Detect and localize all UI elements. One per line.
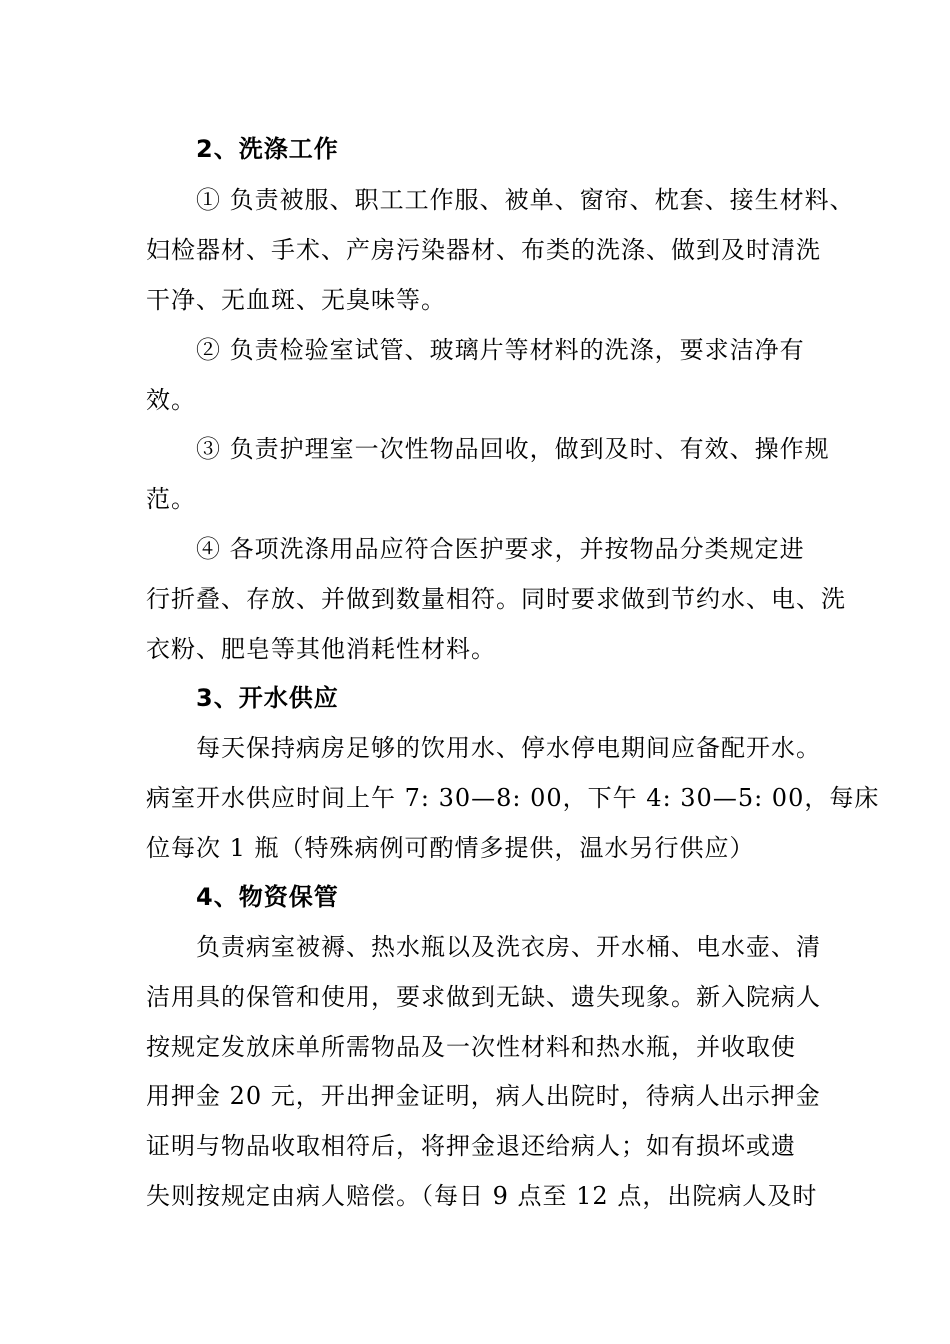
paragraph-line: 范。	[146, 485, 196, 513]
paragraph-line: ① 负责被服、职工工作服、被单、窗帘、枕套、接生材料、	[196, 186, 855, 214]
paragraph-line: 行折叠、存放、并做到数量相符。同时要求做到节约水、电、洗	[146, 585, 846, 613]
paragraph-line: 用押金 20 元，开出押金证明，病人出院时，待病人出示押金	[146, 1082, 821, 1110]
paragraph-line: ② 负责检验室试管、玻璃片等材料的洗涤，要求洁净有	[196, 336, 805, 364]
paragraph-line: 效。	[146, 386, 196, 414]
paragraph-line: ③ 负责护理室一次性物品回收，做到及时、有效、操作规	[196, 435, 830, 463]
paragraph-line: 病室开水供应时间上午 7: 30—8: 00，下午 4: 30—5: 00，每床	[146, 784, 880, 812]
paragraph-line: 每天保持病房足够的饮用水、停水停电期间应备配开水。	[196, 734, 821, 762]
paragraph-line: 负责病室被褥、热水瓶以及洗衣房、开水桶、电水壶、清	[196, 933, 821, 961]
paragraph-line: 洁用具的保管和使用，要求做到无缺、遗失现象。新入院病人	[146, 983, 821, 1011]
paragraph-line: 失则按规定由病人赔偿。（每日 9 点至 12 点，出院病人及时	[146, 1182, 818, 1210]
paragraph-line: 妇检器材、手术、产房污染器材、布类的洗涤、做到及时清洗	[146, 236, 821, 264]
section-heading-washing: 2、洗涤工作	[196, 135, 339, 163]
section-heading-storage: 4、物资保管	[196, 883, 339, 911]
paragraph-line: 按规定发放床单所需物品及一次性材料和热水瓶，并收取使	[146, 1033, 796, 1061]
paragraph-line: 干净、无血斑、无臭味等。	[146, 286, 446, 314]
paragraph-line: 衣粉、肥皂等其他消耗性材料。	[146, 635, 496, 663]
paragraph-line: 位每次 1 瓶（特殊病例可酌情多提供，温水另行供应）	[146, 834, 755, 862]
section-heading-water-supply: 3、开水供应	[196, 684, 339, 712]
paragraph-line: ④ 各项洗涤用品应符合医护要求，并按物品分类规定进	[196, 535, 805, 563]
paragraph-line: 证明与物品收取相符后，将押金退还给病人；如有损坏或遗	[146, 1132, 796, 1160]
